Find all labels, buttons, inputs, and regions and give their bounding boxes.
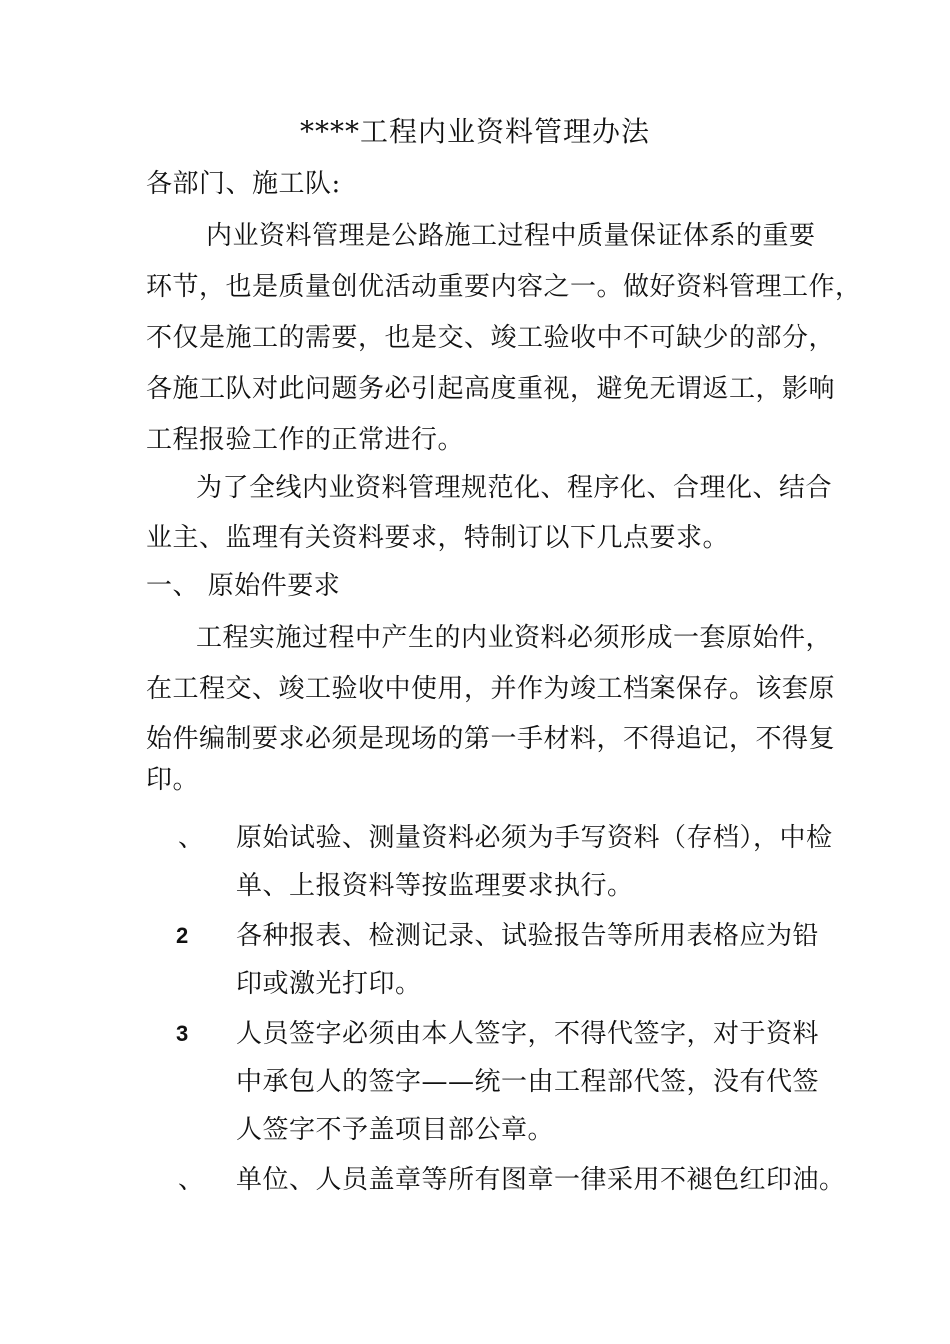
section-heading: 一、 原始件要求	[146, 571, 341, 601]
list-marker-4: 、	[178, 1165, 205, 1195]
list-marker-3: 3	[176, 1021, 189, 1046]
section-line-4: 印。	[146, 765, 200, 795]
document-title: ****工程内业资料管理办法	[299, 115, 650, 148]
intro-line-5: 工程报验工作的正常进行。	[146, 425, 465, 455]
list-item-3-line-1: 人员签字必须由本人签字，不得代签字，对于资料	[236, 1019, 820, 1049]
section-line-1: 工程实施过程中产生的内业资料必须形成一套原始件，	[196, 623, 833, 653]
intro-line-2: 环节，也是质量创优活动重要内容之一。做好资料管理工作，	[146, 272, 862, 302]
list-marker-1: 、	[178, 823, 205, 853]
salutation: 各部门、施工队:	[146, 169, 341, 199]
purpose-line-1: 为了全线内业资料管理规范化、程序化、合理化、结合	[196, 473, 833, 503]
intro-line-3: 不仅是施工的需要，也是交、竣工验收中不可缺少的部分，	[146, 323, 836, 353]
intro-line-1: 内业资料管理是公路施工过程中质量保证体系的重要	[206, 221, 816, 251]
list-item-3-line-2: 中承包人的签字——统一由工程部代签，没有代签	[236, 1067, 820, 1097]
list-item-2-line-1: 各种报表、检测记录、试验报告等所用表格应为铅	[236, 921, 820, 951]
intro-line-4: 各施工队对此问题务必引起高度重视，避免无谓返工，影响	[146, 374, 836, 404]
section-line-2: 在工程交、竣工验收中使用，并作为竣工档案保存。该套原	[146, 674, 836, 704]
section-line-3: 始件编制要求必须是现场的第一手材料，不得追记，不得复	[146, 724, 836, 754]
list-item-1-line-2: 单、上报资料等按监理要求执行。	[236, 871, 634, 901]
list-item-3-line-3: 人签字不予盖项目部公章。	[236, 1115, 555, 1145]
list-item-2-line-2: 印或激光打印。	[236, 969, 422, 999]
list-marker-2: 2	[176, 923, 189, 948]
list-item-1-line-1: 原始试验、测量资料必须为手写资料（存档），中检	[236, 823, 833, 853]
purpose-line-2: 业主、监理有关资料要求，特制订以下几点要求。	[146, 523, 730, 553]
list-item-4-line-1: 单位、人员盖章等所有图章一律采用不褪色红印油。	[236, 1165, 846, 1195]
